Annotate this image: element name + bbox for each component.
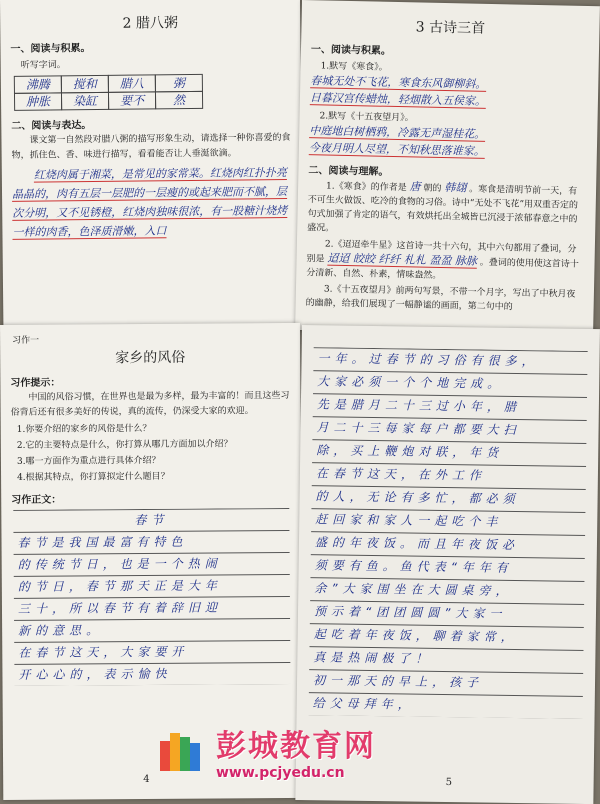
- page-number: 5: [445, 777, 453, 789]
- handwritten-poem-line: 春城无处不飞花，寒食东风御柳斜。: [310, 74, 487, 91]
- word-cell: 腊八: [108, 74, 156, 93]
- question-prefix: 2.《迢迢牵牛星》这首诗一共十六句，其中六句都用了叠词，分别是: [306, 239, 577, 265]
- body-label: 习作正文：: [11, 494, 62, 506]
- dictation-grid: [15, 74, 301, 111]
- handwritten-poem-line: 中庭地白树栖鸦，冷露无声湿桂花。: [309, 124, 486, 141]
- essay-grid: [13, 508, 290, 686]
- essay-line: 一年。过春节的习俗有很多，: [317, 351, 539, 369]
- page-top-left: [0, 0, 303, 330]
- question-prefix: 1.《寒食》的作者是: [325, 181, 407, 194]
- essay-line: 开心心的，表示愉快: [18, 666, 172, 682]
- word-cell: 搅和: [61, 75, 109, 94]
- essay-line: 须要有鱼。鱼代表“年年有: [314, 558, 513, 575]
- question-text: [306, 237, 585, 286]
- word-cell: 要不: [108, 91, 156, 110]
- essay-title: 春节: [134, 512, 169, 528]
- essay-line: 给父母拜年，: [312, 696, 415, 712]
- handwritten-answer: 迢迢 皎皎 纤纤 札札 盈盈 脉脉: [327, 251, 478, 268]
- word-cell: 染缸: [61, 92, 109, 111]
- essay-line: 初一那天的早上，孩子: [312, 673, 484, 690]
- hint-question: 3.哪一方面作为重点进行具体介绍？: [16, 455, 161, 467]
- hint-question: 1.你要介绍的家乡的风俗是什么？: [16, 423, 152, 435]
- question-body: 。叠词的使用使这首诗十分清新、自然、朴素，情味盎然。: [306, 257, 579, 281]
- essay-line: 三十，所以春节有着辞旧迎: [17, 600, 223, 616]
- section-heading: 二、阅读与理解。: [308, 165, 389, 178]
- question-mid: 朝的: [423, 183, 442, 194]
- essay-line: 真是热闹极了！: [313, 650, 433, 666]
- essay-grid: [309, 347, 588, 719]
- question: 2.默写《十五夜望月》。: [319, 111, 414, 124]
- handwritten-answer: 韩翃: [444, 181, 467, 195]
- handwritten-answer: 唐: [409, 180, 421, 194]
- essay-line: 的节日，春节那天正是大年: [17, 578, 222, 594]
- word-cell: 肿胀: [14, 92, 62, 111]
- essay-line: 在春节这天，在外工作: [315, 466, 487, 483]
- essay-line: 预示着“团团圆圆”大家一: [313, 604, 507, 621]
- section-tag: 习作一: [12, 335, 40, 346]
- question-body: 。寒食是清明节前一天，有不可生火做饭、吃冷的食物的习俗。诗中“无处不飞花”用双重否定的句式加强了肯定的语气，有效烘托出全城皆已沉浸于浓郁春意之中的盛况。: [307, 184, 579, 234]
- question: 1.默写《寒食》。: [320, 61, 388, 73]
- page-number: 4: [143, 773, 150, 786]
- essay-line: 大家必须一个个地完成。: [317, 374, 505, 391]
- word-cell: 然: [155, 91, 203, 110]
- handwritten-poem-line: 日暮汉宫传蜡烛，轻烟散入五侯家。: [309, 91, 487, 108]
- hint-question: 2.它的主要特点是什么，你打算从哪几方面加以介绍？: [16, 439, 233, 451]
- lesson-title: 3 古诗三首: [415, 19, 486, 37]
- hint-question: 4.根据其特点，你打算拟定什么题目？: [17, 471, 170, 483]
- section-heading: 一、阅读与积累。: [310, 44, 392, 57]
- essay-line: 春节是我国最富有特色: [17, 534, 188, 550]
- section-heading: 一、阅读与积累。: [10, 43, 91, 55]
- essay-line: 起吃着年夜饭，聊着家常，: [313, 627, 518, 645]
- question-text: 3.《十五夜望月》前两句写景，不带一个月字，写出了中秋月夜的幽静，给我们展现了一幅静谧的画面，第二句中的: [305, 284, 576, 313]
- handwritten-answer: 红烧肉属于湘菜，是常见的家常菜。红烧肉红扑扑亮晶晶的，肉有五层一层肥的一层瘦的或起来肥而不腻，层次分明，又不见锈橙，红烧肉独味很浓，有一股糖汁烧烤一样的肉香，色泽质滑嫩，入口: [11, 166, 288, 239]
- question-text: [307, 178, 586, 241]
- lesson-title: 2 腊八粥: [122, 15, 179, 32]
- essay-line: 除，买上鞭炮对联，年货: [316, 443, 504, 460]
- section-heading: 二、阅读与表达。: [11, 120, 92, 132]
- book-logo-icon: [160, 731, 208, 771]
- essay-topic-title: 家乡的风俗: [115, 349, 186, 367]
- tips-text: 中国的风俗习惯，在世界也是最为多样，最为丰富的！而且这些习俗背后还有很多美好的传说，真的流传，仍深受大家的欢迎。: [10, 390, 290, 418]
- handwritten-poem-line: 今夜月明人尽望，不知秋思落谁家。: [308, 141, 486, 158]
- essay-line: 新的意思。: [18, 623, 104, 638]
- writing-prompt: 课文第一自然段对腊八粥的描写形象生动，请选择一种你喜爱的食物，抓住色、香、味进行描写，看看能否让人垂涎欲滴。: [11, 132, 291, 161]
- essay-line: 在春节这天，大家要开: [18, 644, 189, 660]
- word-cell: 粥: [155, 74, 203, 93]
- tips-label: 习作提示：: [10, 377, 61, 389]
- page-top-right: [295, 0, 600, 336]
- logo-text: 彭城教育网: [216, 729, 376, 764]
- watermark-logo: [160, 718, 450, 784]
- essay-line: 的传统节日，也是一个热闹: [17, 556, 222, 572]
- essay-line: 盛的年夜饭。而且年夜饭必: [314, 535, 520, 553]
- logo-url: www.pcjyedu.cn: [216, 765, 345, 781]
- sub-heading: 听写字词。: [20, 60, 66, 71]
- essay-line: 先是腊月二十三过小年，腊: [316, 397, 521, 415]
- essay-line: 余”大家围坐在大圆桌旁，: [314, 581, 513, 598]
- word-cell: 沸腾: [14, 75, 62, 94]
- essay-line: 月二十三每家每户都要大扫: [316, 420, 521, 438]
- essay-line: 赶回家和家人一起吃个丰: [315, 512, 503, 529]
- essay-line: 的人，无论有多忙，都必须: [315, 489, 520, 507]
